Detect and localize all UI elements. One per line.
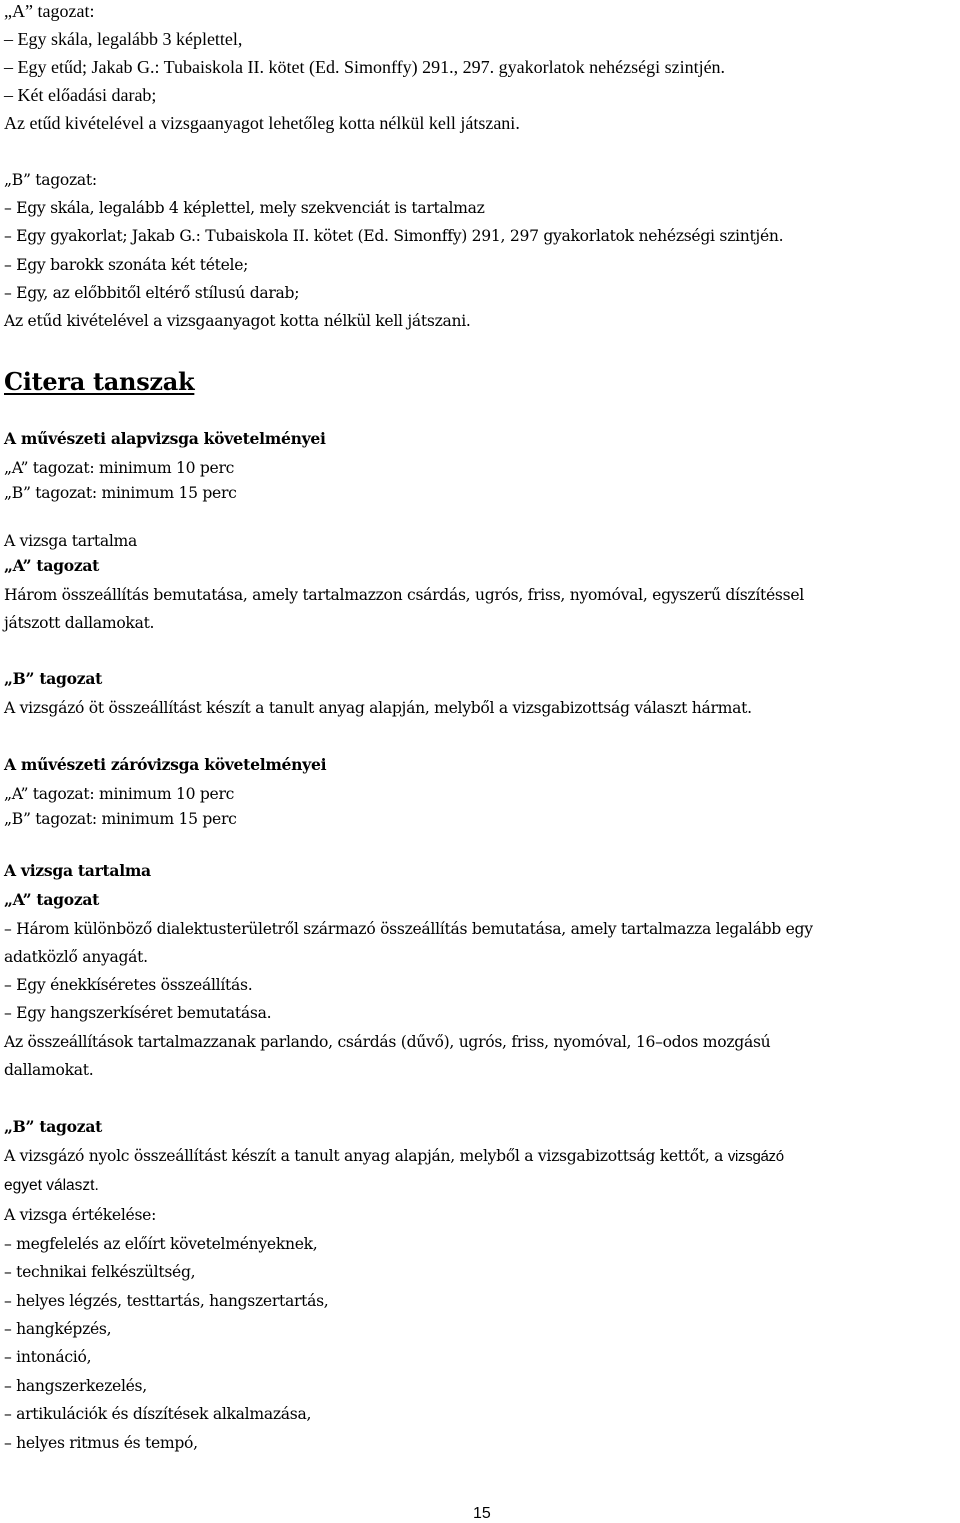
paragraph-label: A vizsga értékelése: xyxy=(4,1206,157,1224)
duration-line: „B” tagozat: minimum 15 perc xyxy=(4,810,237,828)
duration-line: „B” tagozat: minimum 15 perc xyxy=(4,484,237,502)
list-item: – artikulációk és díszítések alkalmazása, xyxy=(4,1405,312,1423)
list-item: – intonáció, xyxy=(4,1348,92,1366)
paragraph: A vizsgázó öt összeállítást készít a tanult anyag alapján, melyből a vizsgabizottság választ hármat. xyxy=(4,699,752,717)
page-number: 15 xyxy=(473,1505,491,1522)
list-item: – helyes légzés, testtartás, hangszertartás, xyxy=(4,1292,329,1310)
list-item: – Egy skála, legalább 3 képlettel, xyxy=(4,29,243,49)
paragraph-label: A vizsga tartalma xyxy=(4,532,138,550)
list-item: – helyes ritmus és tempó, xyxy=(4,1434,198,1452)
paragraph xyxy=(4,1145,784,1168)
list-item: – Egy hangszerkíséret bemutatása. xyxy=(4,1004,272,1022)
subheading-zarovizsga: A művészeti záróvizsga követelményei xyxy=(4,755,327,774)
list-item: – Egy etűd; Jakab G.: Tubaiskola II. kötet (Ed. Simonffy) 291., 297. gyakorlatok nehézségi szintjén. xyxy=(4,57,726,77)
list-item: – Két előadási darab; xyxy=(4,85,157,105)
list-item: – Egy barokk szonáta két tétele; xyxy=(4,256,249,274)
paragraph-part: vizsgázó xyxy=(727,1148,784,1165)
paragraph: Az etűd kivételével a vizsgaanyagot kotta nélkül kell játszani. xyxy=(4,312,471,330)
list-item: – Egy gyakorlat; Jakab G.: Tubaiskola II. kötet (Ed. Simonffy) 291, 297 gyakorlatok nehézségi szintjén. xyxy=(4,227,784,245)
list-item: – megfelelés az előírt követelményeknek, xyxy=(4,1235,318,1253)
paragraph-part: A vizsgázó nyolc összeállítást készít a tanult anyag alapján, melyből a vizsgabizottság kettőt, a xyxy=(4,1147,724,1165)
paragraph: Az összeállítások tartalmazzanak parlando, csárdás (dűvő), ugrós, friss, nyomóval, 16–odos mozgású xyxy=(4,1033,771,1051)
list-item: – Egy skála, legalább 4 képlettel, mely szekvenciát is tartalmaz xyxy=(4,199,485,217)
a-tagozat-heading: „A” tagozat xyxy=(4,556,100,575)
b-tagozat-heading: „B” tagozat xyxy=(4,669,103,688)
list-item: – hangképzés, xyxy=(4,1320,112,1338)
paragraph: egyet választ. xyxy=(4,1177,99,1194)
subheading-alapvizsga: A művészeti alapvizsga követelményei xyxy=(4,429,326,448)
list-item: – hangszerkezelés, xyxy=(4,1377,147,1395)
list-item: – Három különböző dialektusterületről származó összeállítás bemutatása, amely tartalmazza legalább egy xyxy=(4,920,813,938)
b-tagozat-label-tuba: „B” tagozat: xyxy=(4,171,97,189)
b-tagozat-heading: „B” tagozat xyxy=(4,1117,103,1136)
paragraph: Az etűd kivételével a vizsgaanyagot lehetőleg kotta nélkül kell játszani. xyxy=(4,113,520,133)
list-item: adatközlő anyagát. xyxy=(4,948,148,966)
paragraph: dallamokat. xyxy=(4,1061,94,1079)
section-heading-citera: Citera tanszak xyxy=(4,367,195,396)
duration-line: „A” tagozat: minimum 10 perc xyxy=(4,785,235,803)
paragraph-label: A vizsga tartalma xyxy=(4,861,151,880)
paragraph: Három összeállítás bemutatása, amely tartalmazzon csárdás, ugrós, friss, nyomóval, egyszerű díszítéssel xyxy=(4,586,804,604)
a-tagozat-heading: „A” tagozat xyxy=(4,890,100,909)
list-item: – Egy énekkíséretes összeállítás. xyxy=(4,976,253,994)
paragraph: játszott dallamokat. xyxy=(4,614,155,632)
a-tagozat-label-tuba: „A” tagozat: xyxy=(4,1,95,21)
list-item: – technikai felkészültség, xyxy=(4,1263,196,1281)
list-item: – Egy, az előbbitől eltérő stílusú darab; xyxy=(4,284,300,302)
duration-line: „A” tagozat: minimum 10 perc xyxy=(4,459,235,477)
